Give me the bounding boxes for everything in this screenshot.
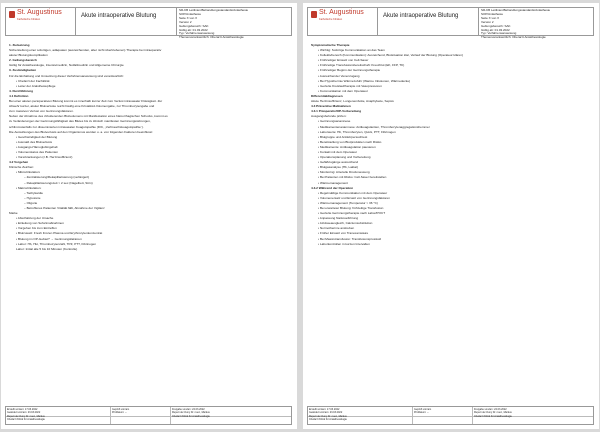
- list-item: – Rekapillarisierungszeit > 2 sec (Nagelbett, Stirn): [24, 180, 93, 185]
- meta-line: Geltungsbereich: SAK: [179, 24, 209, 28]
- page-footer: [5, 406, 292, 425]
- page-header: [307, 7, 594, 40]
- document-meta: [177, 7, 292, 40]
- list-item: – Zentralisierung/Rekapillarisierung (verlängert): [24, 175, 90, 180]
- section-heading: 2. Geltungsbereich: [9, 58, 37, 63]
- section-heading: 4.3 Präventive Maßnahmen: [311, 104, 351, 109]
- meta-line: SOP/Anästhesie: [481, 12, 504, 16]
- list-item: • Gefäßzugänge ausreichend: [318, 160, 359, 165]
- list-item: • Azidoseausgleich, Calciumsubstitution: [318, 221, 373, 226]
- paragraph-line: Neben der Abnahme des zirkulierenden Blutvolumens mit Manifestation eines hämorrhagischen Schocks, kommt es: [9, 114, 168, 119]
- list-item: • Früher Einsatz von Tranexamsäure: [318, 231, 369, 236]
- list-item: • Ausreichender Venenzugang: [318, 73, 360, 78]
- document-title: Akute intraoperative Blutung: [76, 7, 177, 36]
- list-item: • Bei Hypothermie Wärmezufuhr (Warme Infusionen, Wärmedecke): [318, 78, 411, 83]
- paragraph-line: schlimmstenfalls zur disseminierten intravasalen Koagulopathie (DIC, „Verbrauchskoagulopathie“).: [9, 124, 144, 129]
- meta-line: Gültig ab: 01.03.2022: [179, 28, 208, 32]
- list-item: • Kontakt mit dem Operateur: [318, 149, 358, 154]
- section-heading: 1. Zielsetzung: [9, 43, 30, 47]
- paragraph-line: Abwehr kurzer, akuter Blutverluste reicht häufig eine Kristalloid-Volumengabe, zur Thrombozytengabe und: [9, 104, 155, 109]
- list-item: • Bereitstellung von Blutprodukten nach Risiko: [318, 139, 382, 144]
- list-item: • Labor: Hb, Hkt, Thrombozytenzahl, TPZ, PTT, Fibrinogen: [16, 241, 97, 246]
- document-title: Akute intraoperative Blutung: [378, 7, 479, 36]
- section-heading: Symptomatische Therapie: [311, 43, 350, 47]
- document-page-1: [1, 3, 297, 429]
- paragraph-line: zu Veränderungen der Gerinnungsfähigkeit des Blutes bis zu klinisch manifesten Gerinnungsstörungen,: [9, 119, 151, 124]
- footer-created: Erstellt von/am: 17.03.2022 Geändert von/am: 23.03.2022 Rupert de Cluny Dr. med., Markus Chefarzt Klinik für Anästhesiologie: [6, 407, 111, 424]
- section-heading: 3. Zuständigkeiten: [9, 68, 37, 73]
- list-item: – Tachykardie: [24, 190, 44, 195]
- list-item: Labor: Initial alle 5 bis 10 Minuten (Kontrolle): [16, 246, 78, 251]
- footer-released: Freigabe von/am: 24.03.2022 Rupert de Cluny Dr. med., Markus Chefarzt Klinik für Anästhesiologie: [474, 408, 512, 418]
- list-item: • Medikamentenanamnese: Antikoagulantien, Thrombozytenaggregationshemmer: [318, 124, 430, 129]
- section-heading: Differentialdiagnosen: [311, 93, 343, 98]
- meta-line: Themenverantwortlich: Oberarzt Anästhesiologie: [481, 36, 546, 40]
- list-item: – Hypotonie: [24, 195, 41, 200]
- meta-line: Version 2: [481, 20, 494, 24]
- list-item: • Einleitung von Sofortmaßnahmen: [16, 221, 64, 226]
- meta-line: SOP/Anästhesie: [179, 12, 202, 16]
- section-heading: 4.3.2 Während der Operation: [311, 185, 354, 190]
- logo-subtitle: Katholische Kliniken: [17, 18, 41, 21]
- list-item: • Makrozirkulation:: [16, 185, 42, 190]
- logo-name: St. Augustinus: [17, 9, 62, 16]
- section-heading: 4.3.1 Präoperativ/OP-Vorbereitung: [311, 109, 362, 114]
- document-page-2: [303, 3, 599, 429]
- meta-line: Seite X von X: [179, 16, 198, 20]
- list-item: • Laborwerte: Hb, Thrombozyten, Quick, PTT, Fibrinogen: [318, 129, 396, 134]
- meta-line: SR-KB Leitlinien/Behandlungsstandards/Anästhesie: [481, 9, 551, 12]
- document-meta: [479, 7, 594, 40]
- paragraph-line: Die Auswirkungen des Blutverlusts auf den Organismus werden u. a. von folgenden Faktoren beeinflusst:: [9, 129, 153, 134]
- page-2-content: [311, 43, 593, 247]
- list-item: • Normothermie anstreben: [318, 226, 355, 231]
- paragraph-line: zum massiven Verlust von Gerinnungsfaktoren.: [9, 109, 74, 114]
- list-item: • Mikrozirkulation:: [16, 170, 41, 175]
- logo-cross-icon: [311, 11, 317, 18]
- footer-checked: Geprüft von/am Prüfdatum: --: [413, 407, 473, 424]
- list-item: • Wichtig: Sofortige Kommunikation an das Team: [318, 48, 385, 53]
- paragraph-line: Marke: [9, 211, 18, 216]
- list-item: • Wärmemanagement (Temperatur > 36 °C): [318, 200, 378, 205]
- meta-line: Version 2: [179, 20, 192, 24]
- meta-line: Themenverantwortlich: Oberarzt Anästhesiologie: [179, 36, 244, 40]
- paragraph-line: Klinische Zeichen:: [9, 165, 35, 170]
- logo: [5, 7, 76, 36]
- paragraph-line: Sicherstellung einer sofortigen, adäquaten (ausreichenden, aber nicht übertriebenen) Therapie bei intraoperativ: [9, 48, 162, 53]
- list-item: • Bei Patienten mit Risiko: Cell-Saver bereitstellen: [318, 175, 387, 180]
- list-item: – Oligurie: [24, 200, 38, 205]
- section-heading: 4.1 Definition: [9, 93, 29, 98]
- list-item: • Ausgangs-Hämoglobingehalt: [16, 144, 58, 149]
- page-header: [5, 7, 292, 40]
- list-item: • Regelmäßige Kommunikation mit dem Operateur: [318, 190, 388, 195]
- paragraph-line: Bei einer akuten perioperativen Blutung kommt es innerhalb kurzer Zeit zum Verlust intravasaler Flüssigkeit. Zur: [9, 99, 163, 104]
- list-item: • Chefarzt der Fachklinik: [16, 78, 50, 83]
- list-item: • Anpassung Narkoseführung: [318, 216, 359, 221]
- page-1-content: [9, 43, 291, 252]
- list-item: • Blutgasanalyse (Hb, Laktat): [318, 165, 358, 170]
- list-item: • Frühzeitiger Beginn der Gerinnungstherapie: [318, 68, 381, 73]
- paragraph-line: Ausgangsbefunde prüfen:: [311, 114, 347, 119]
- list-item: • Kommunikation mit dem Operateur: [318, 88, 368, 93]
- list-item: • Blutgruppe und Antikörpersuchtest: [318, 134, 368, 139]
- section-heading: 4. Durchführung: [9, 88, 34, 93]
- paragraph-line: Gültig für Anästhesiologie, Intensivmedizin, Notfallmedizin und Allgemeine Chirurgie: [9, 63, 124, 68]
- list-item: • Bei Massivtransfusion: Transfusionsprotokoll: [318, 236, 381, 241]
- meta-line: SR-KB Leitlinien/Behandlungsstandards/Anästhesie: [179, 9, 249, 12]
- list-item: • Bei erwarteter Blutung: frühzeitige Transfusion: [318, 206, 384, 210]
- list-item: • Kollektivbereich (Kommunikation): Ausreichend, Blutsituation klar, Verlauf der Blutung (Operateur klären): [318, 53, 464, 58]
- paragraph-line: akuter Blutungskomplikation: [9, 53, 48, 58]
- list-item: • Gezielte Gerinnungstherapie nach Labor/POCT: [318, 211, 386, 216]
- list-item: • Monitoring: Arterielle Druckmessung: [318, 170, 370, 175]
- list-item: • Volumenstatus des Patienten: [16, 149, 59, 154]
- list-item: • Volumenersatz und Ersatz von Gerinnungsfaktoren: [318, 195, 390, 200]
- list-item: • Vorgehen bis zum Eintreffen: [16, 226, 57, 231]
- list-item: • Vorerkrankungen (z.B. Herzinsuffizienz): [16, 155, 73, 160]
- section-heading: 4.2 Vorgehen: [9, 160, 29, 165]
- list-item: • Wärmemanagement: [318, 180, 348, 185]
- footer-checked: Geprüft von/am Prüfdatum: --: [111, 407, 171, 424]
- paragraph-line: Akute Herzinsuffizienz, Lungenembolie, Anaphylaxie, Sepsis: [311, 99, 394, 104]
- footer-released: Freigabe von/am: 24.03.2022 Rupert de Cluny Dr. med., Markus Chefarzt Klinik für Anästhesiologie: [172, 408, 210, 418]
- list-item: • Operationsplanung und Vorbereitung: [318, 155, 371, 160]
- meta-line: Gültig ab: 01.03.2022: [481, 28, 510, 32]
- meta-line: Typ: Verfahrensanweisung: [179, 32, 215, 36]
- logo-subtitle: Katholische Kliniken: [319, 18, 343, 21]
- meta-line: Typ: Verfahrensanweisung: [481, 32, 517, 36]
- footer-created: Erstellt von/am: 17.03.2022 Geändert von/am: 23.03.2022 Rupert de Cluny Dr. med., Markus Chefarzt Klinik für Anästhesiologie: [308, 407, 413, 424]
- list-item: • Laborkontrollen in kurzen Intervallen: [318, 241, 370, 246]
- list-item: • Gezielte Kreislauftherapie mit Vasopressoren: [318, 83, 382, 88]
- logo-cross-icon: [9, 11, 15, 18]
- list-item: • Medikamente: Antikoagulation pausieren: [318, 144, 376, 149]
- list-item: • Abschätzung der Ursache: [16, 216, 54, 221]
- list-item: • Blutzusatz: Fresh Frozen Plasma und Erythrozytenkonzentrat: [16, 231, 103, 236]
- list-item: • Frühzeitige Transfusionsbereitschaft: Kreuzblut (EK, FFP, TK): [318, 63, 405, 68]
- list-item: – Betroffenes Patienten Vitalität fällt, Abnahme der Vigilanz: [24, 206, 105, 210]
- meta-line: Geltungsbereich: SAK: [481, 24, 511, 28]
- logo: [307, 7, 378, 36]
- list-item: • Ausmaß des Blutverlusts: [16, 139, 52, 144]
- meta-line: Seite X von X: [481, 16, 500, 20]
- list-item: • Gerinnungsanamnese: [318, 119, 351, 124]
- list-item: • Leiter der Anästhesiepflege: [16, 83, 56, 88]
- list-item: • Blutung im OP-Gebiet? → Gerinnungsfaktoren: [16, 236, 82, 241]
- list-item: • Geschwindigkeit der Blutung: [16, 134, 58, 139]
- paragraph-line: Für die Einhaltung und Umsetzung dieser Verfahrensanweisung sind verantwortlich:: [9, 73, 124, 78]
- page-footer: [307, 406, 594, 425]
- logo-name: St. Augustinus: [319, 9, 364, 16]
- list-item: • Frühzeitiger Einsatz von Cell-Saver: [318, 58, 369, 63]
